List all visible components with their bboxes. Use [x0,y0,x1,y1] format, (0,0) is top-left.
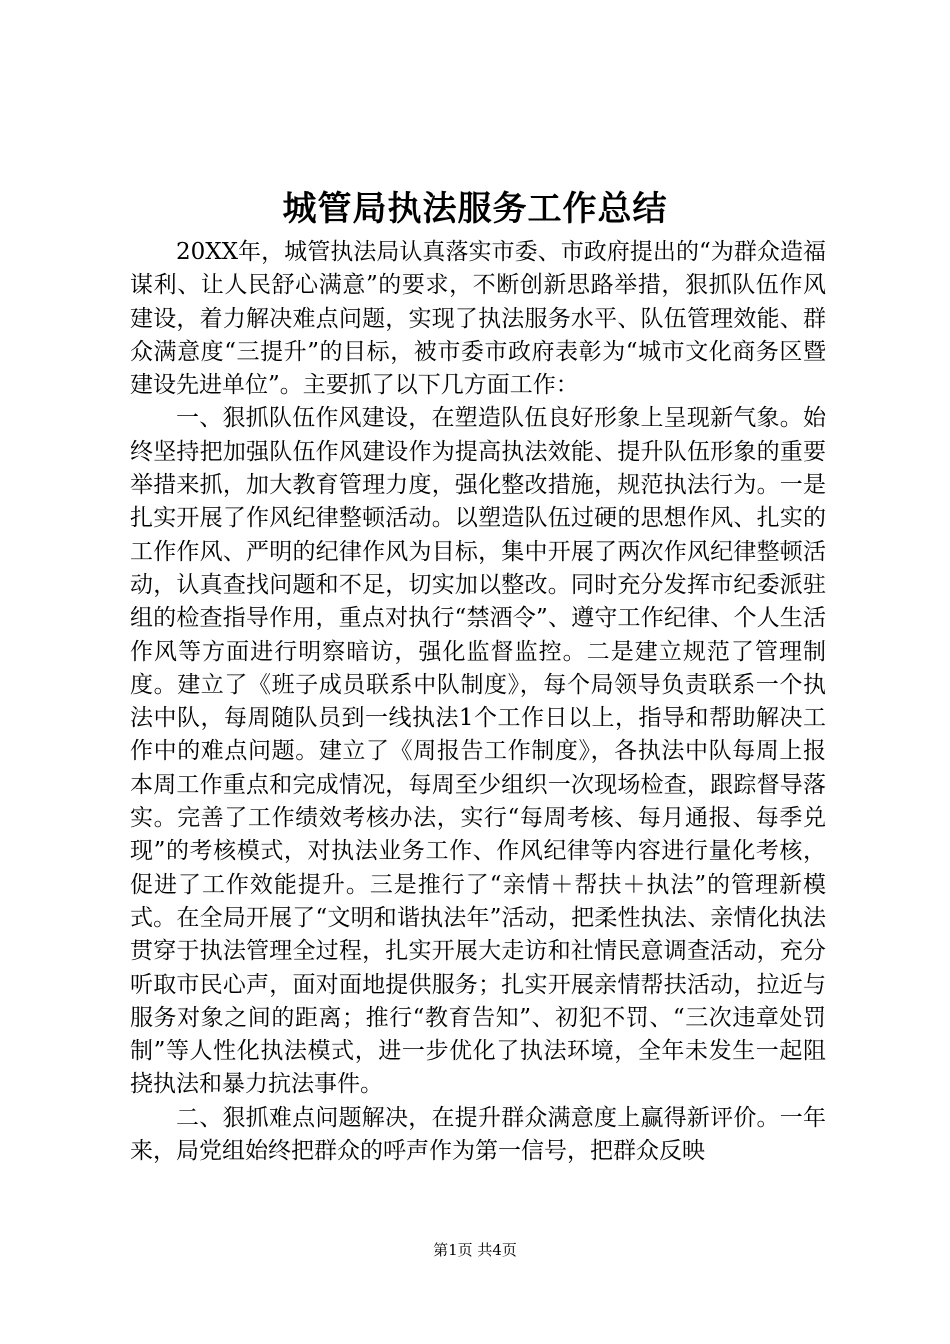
paragraph-section-2: 二、狠抓难点问题解决，在提升群众满意度上赢得新评价。一年来，局党组始终把群众的呼声作为第一信号，把群众反映 [130,1104,826,1165]
paragraph-section-1: 一、狠抓队伍作风建设，在塑造队伍良好形象上呈现新气象。始终坚持把加强队伍作风建设作为提高执法效能、提升队伍形象的重要举措来抓，加大教育管理力度，强化整改措施，规范执法行为。一是扎实开展了作风纪律整顿活动。以塑造队伍过硬的思想作风、扎实的工作作风、严明的纪律作风为目标，集中开展了两次作风纪律整顿活动，认真查找问题和不足，切实加以整改。同时充分发挥市纪委派驻组的检查指导作用，重点对执行“禁酒令”、遵守工作纪律、个人生活作风等方面进行明察暗访，强化监督监控。二是建立规范了管理制度。建立了《班子成员联系中队制度》，每个局领导负责联系一个执法中队，每周随队员到一线执法1个工作日以上，指导和帮助解决工作中的难点问题。建立了《周报告工作制度》，各执法中队每周上报本周工作重点和完成情况，每周至少组织一次现场检查，跟踪督导落实。完善了工作绩效考核办法，实行“每周考核、每月通报、每季兑现”的考核模式，对执法业务工作、作风纪律等内容进行量化考核，促进了工作效能提升。三是推行了“亲情＋帮扶＋执法”的管理新模式。在全局开展了“文明和谐执法年”活动，把柔性执法、亲情化执法贯穿于执法管理全过程，扎实开展大走访和社情民意调查活动，充分听取市民心声，面对面地提供服务；扎实开展亲情帮扶活动，拉近与服务对象之间的距离；推行“教育告知”、初犯不罚、“三次违章处罚制”等人性化执法模式，进一步优化了执法环境，全年未发生一起阻挠执法和暴力抗法事件。 [130,405,826,1098]
document-title: 城管局执法服务工作总结 [282,189,668,229]
page-footer: 第1页 共4页 [433,1241,517,1259]
paragraph-intro: 20XX年，城管执法局认真落实市委、市政府提出的“为群众造福谋利、让人民舒心满意”的要求，不断创新思路举措，狠抓队伍作风建设，着力解决难点问题，实现了执法服务水平、队伍管理效能、群众满意度“三提升”的目标，被市委市政府表彰为“城市文化商务区暨建设先进单位”。主要抓了以下几方面工作： [130,239,826,399]
document-body [130,236,826,1168]
